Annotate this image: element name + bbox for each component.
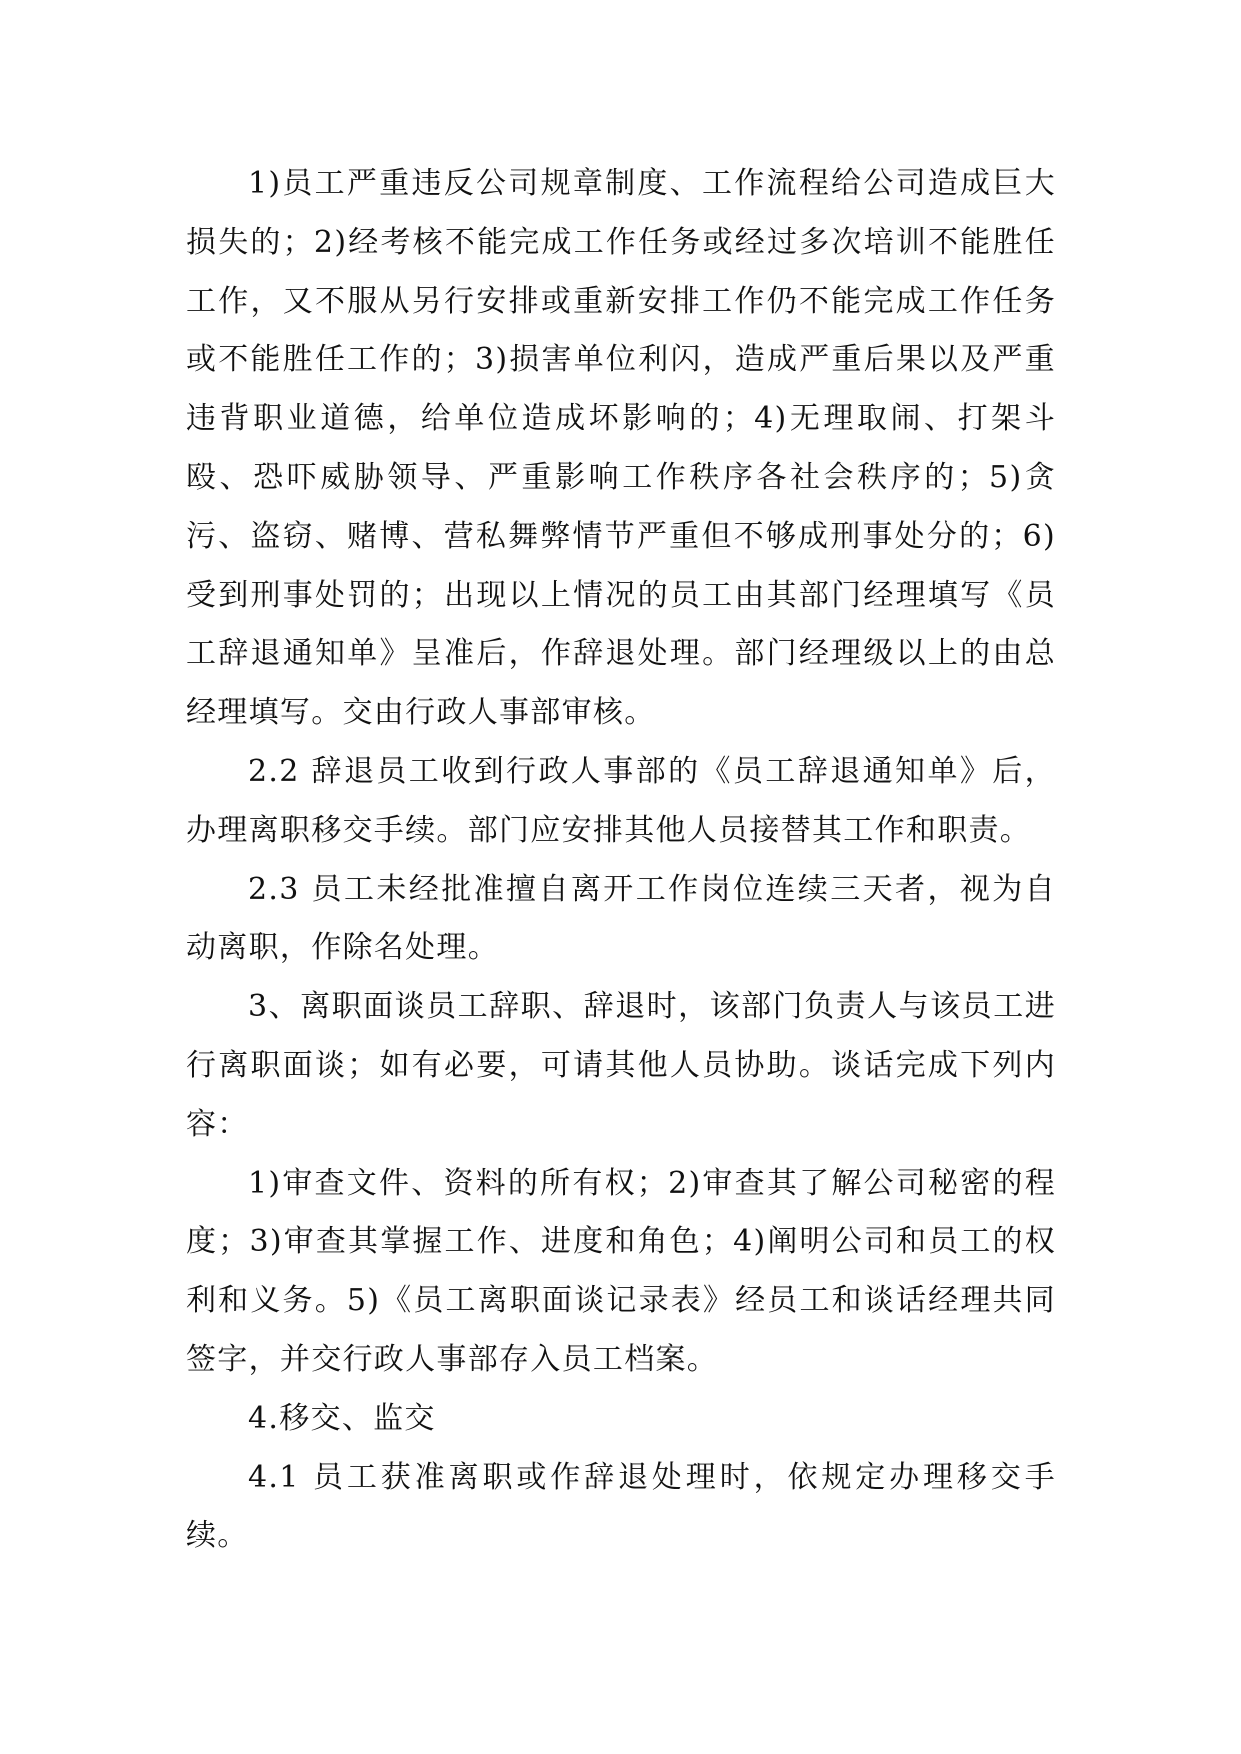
paragraph-dismissal-conditions: 1)员工严重违反公司规章制度、工作流程给公司造成巨大损失的；2)经考核不能完成工作任务或经过多次培训不能胜任工作，又不服从另行安排或重新安排工作仍不能完成工作任务或不能胜任工作的；3)损害单位利闪，造成严重后果以及严重违背职业道德，给单位造成坏影响的；4)无理取闹、打架斗殴、恐吓威胁领导、严重影响工作秩序各社会秩序的；5)贪污、盗窃、赌博、营私舞弊情节严重但不够成刑事处分的；6)受到刑事处罚的；出现以上情况的员工由其部门经理填写《员工辞退通知单》呈准后，作辞退处理。部门经理级以上的由总经理填写。交由行政人事部审核。 (186, 166, 1056, 731)
paragraph-2-3: 2.3 员工未经批准擅自离开工作岗位连续三天者，视为自动离职，作除名处理。 (186, 871, 1056, 966)
paragraph-interview-items: 1)审查文件、资料的所有权；2)审查其了解公司秘密的程度；3)审查其掌握工作、进度和角色；4)阐明公司和员工的权利和义务。5)《员工离职面谈记录表》经员工和谈话经理共同签字，并交行政人事部存入员工档案。 (186, 1165, 1056, 1377)
document-body (186, 155, 1056, 1566)
paragraph-2-2: 2.2 辞退员工收到行政人事部的《员工辞退通知单》后，办理离职移交手续。部门应安排其他人员接替其工作和职责。 (186, 753, 1056, 848)
paragraph-4-1: 4.1 员工获准离职或作辞退处理时，依规定办理移交手续。 (186, 1459, 1056, 1554)
paragraph-3-exit-interview: 3、离职面谈员工辞职、辞退时，该部门负责人与该员工进行离职面谈；如有必要，可请其他人员协助。谈话完成下列内容： (186, 989, 1056, 1142)
paragraph-4-heading: 4.移交、监交 (248, 1400, 436, 1436)
